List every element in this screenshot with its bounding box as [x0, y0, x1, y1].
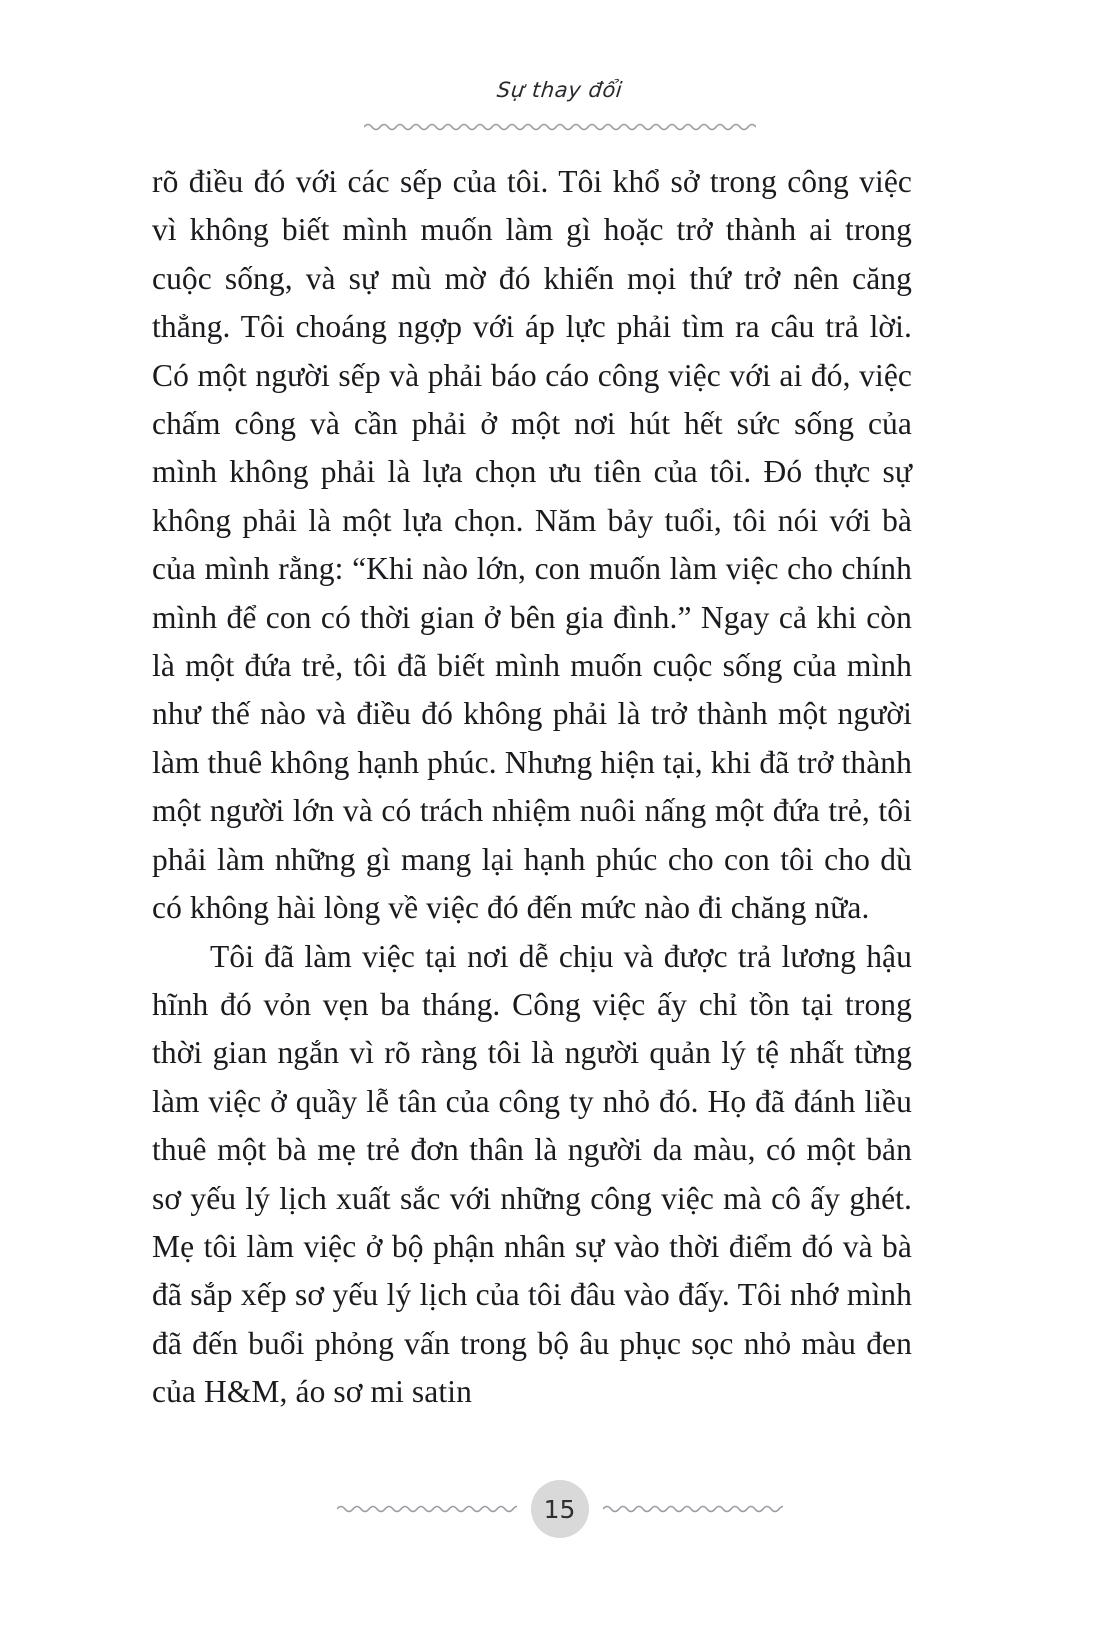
paragraph-continued: rõ điều đó với các sếp của tôi. Tôi khổ sở trong công việc vì không biết mình muốn làm gì hoặc trở thành ai trong cuộc sống, và sự mù mờ đó khiến mọi thứ trở nên căng thẳng. Tôi choáng ngợp với áp lực phải tìm ra câu trả lời. Có một người sếp và phải báo cáo công việc với ai đó, việc chấm công và cần phải ở một nơi hút hết sức sống của mình không phải là lựa chọn ưu tiên của tôi. Đó thực sự không phải là một lựa chọn. Năm bảy tuổi, tôi nói với bà của mình rằng: “Khi nào lớn, con muốn làm việc cho chính mình để con có thời gian ở bên gia đình.” Ngay cả khi còn là một đứa trẻ, tôi đã biết mình muốn cuộc sống của mình như thế nào và điều đó không phải là trở thành một người làm thuê không hạnh phúc. Nhưng hiện tại, khi đã trở thành một người lớn và có trách nhiệm nuôi nấng một đứa trẻ, tôi phải làm những gì mang lại hạnh phúc cho con tôi cho dù có không hài lòng về việc đó đến mức nào đi chăng nữa. [152, 164, 912, 926]
page-body [152, 158, 912, 1417]
running-head-zone [0, 78, 1119, 102]
paragraph-new-job: Tôi đã làm việc tại nơi dễ chịu và được trả lương hậu hĩnh đó vỏn vẹn ba tháng. Công việc ấy chỉ tồn tại trong thời gian ngắn vì rõ ràng tôi là người quản lý tệ nhất từng làm việc ở quầy lễ tân của công ty nhỏ đó. Họ đã đánh liều thuê một bà mẹ trẻ đơn thân là người da màu, có một bản sơ yếu lý lịch xuất sắc với những công việc mà cô ấy ghét. Mẹ tôi làm việc ở bộ phận nhân sự vào thời điểm đó và bà đã sắp xếp sơ yếu lý lịch của tôi đâu vào đấy. Tôi nhớ mình đã đến buổi phỏng vấn trong bộ âu phục sọc nhỏ màu đen của H&M, áo sơ mi satin [152, 938, 912, 1410]
footer-wavy-divider-left [337, 1502, 517, 1516]
page-footer [0, 1478, 1119, 1540]
footer-wavy-divider-right [603, 1502, 783, 1516]
page-number-badge: 15 [531, 1480, 589, 1538]
header-wavy-divider [364, 120, 756, 134]
running-head-title: Sự thay đổi [495, 78, 624, 102]
